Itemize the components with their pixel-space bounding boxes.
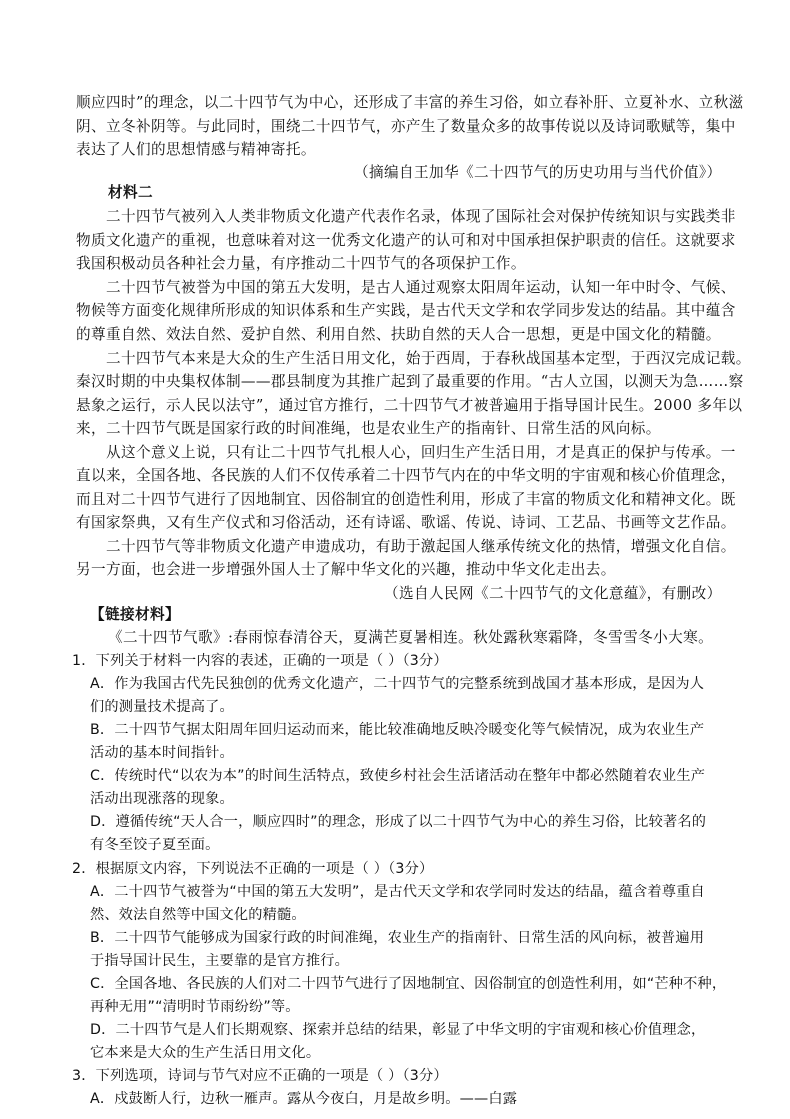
material2-line: 我国积极动员各种社会力量，有序推动二十四节气的各项保护工作。 (76, 255, 526, 272)
link-material-heading: 【链接材料】 (90, 606, 180, 623)
question-2-stem: 2．根据原文内容，下列说法不正确的一项是（ ）（3分） (72, 861, 434, 877)
q2-option-b: B．二十四节气能够成为国家行政的时间准绳，农业生产的指南针、日常生活的风向标，被普遍用 (90, 930, 705, 946)
intro-line: 阴、立冬补阴等。与此同时，围绕二十四节气，亦产生了数量众多的故事传说以及诗词歌赋等，集中 (76, 118, 736, 135)
link-material-text: 《二十四节气歌》:春雨惊春清谷天，夏满芒夏暑相连。秋处露秋寒霜降，冬雪雪冬小大寒。 (108, 629, 714, 646)
material2-line: 二十四节气等非物质文化遗产申遗成功，有助于激起国人继承传统文化的热情，增强文化自信。 (106, 538, 736, 555)
q1-option-b: 活动的基本时间指针。 (90, 745, 234, 761)
material2-line: 物质文化遗产的重视，也意味着对这一优秀文化遗产的认可和对中国承担保护职责的信任。这就要求 (76, 232, 736, 249)
material2-line: 有国家祭典，又有生产仪式和习俗活动，还有诗谣、歌谣、传说、诗词、工艺品、书画等文艺作品。 (76, 514, 736, 531)
q1-option-d: D．遵循传统“天人合一，顺应四时”的理念，形成了以二十四节气为中心的养生习俗，比较著名的 (90, 814, 707, 830)
material2-line: 秦汉时期的中央集权体制——郡县制度为其推广起到了最重要的作用。“古人立国，以测天为急……察 (76, 373, 744, 390)
material2-heading: 材料二 (108, 184, 153, 201)
material2-line: 而且对二十四节气进行了因地制宜、因俗制宜的创造性利用，形成了丰富的物质文化和精神文化。既 (76, 491, 736, 508)
source-citation-2: （选自人民网《二十四节气的文化意蕴》，有删改） (384, 585, 722, 602)
source-citation-1: （摘编自王加华《二十四节气的历史功用与当代价值》） (354, 164, 722, 181)
question-3-stem: 3．下列选项，诗词与节气对应不正确的一项是（ ）（3分） (72, 1068, 448, 1084)
q1-option-b: B．二十四节气据太阳周年回归运动而来，能比较准确地反映冷暖变化等气候情况，成为农业生产 (90, 722, 705, 738)
q1-option-c: C．传统时代“以农为本”的时间生活特点，致使乡村社会生活诸活动在整年中都必然随着农业生产 (90, 768, 706, 784)
material2-line: 二十四节气被誉为中国的第五大发明，是古人通过观察太阳周年运动，认知一年中时令、气候、 (106, 279, 736, 296)
material2-line: 另一方面，也会进一步增强外国人士了解中华文化的兴趣，推动中华文化走出去。 (76, 561, 616, 578)
q2-option-c: C．全国各地、各民族的人们对二十四节气进行了因地制宜、因俗制宜的创造性利用，如“芒种不种， (90, 976, 727, 992)
material2-line: 悬象之运行，示人民以法守”，通过官方推行，二十四节气才被普遍用于指导国计民生。2000 多年以 (76, 397, 743, 414)
question-1-stem: 1．下列关于材料一内容的表述，正确的一项是（ ）（3分） (72, 653, 448, 669)
q2-option-c: 再种无用”“清明时节雨纷纷”等。 (90, 999, 300, 1015)
q1-option-a: A．作为我国古代先民独创的优秀文化遗产，二十四节气的完整系统到战国才基本形成，是因为人 (90, 676, 705, 692)
intro-line: 顺应四时”的理念，以二十四节气为中心，还形成了丰富的养生习俗，如立春补肝、立夏补水、立秋滋 (76, 94, 744, 111)
material2-line: 的尊重自然、效法自然、爱护自然、利用自然、扶助自然的天人合一思想，更是中国文化的精髓。 (76, 326, 721, 343)
q1-option-d: 有冬至饺子夏至面。 (90, 837, 220, 853)
material2-line: 物候等方面变化规律所形成的知识体系和生产实践，是古代天文学和农学同步发达的结晶。其中蕴含 (76, 302, 736, 319)
q2-option-b: 于指导国计民生，主要靠的是官方推行。 (90, 953, 349, 969)
q2-option-d: 它本来是大众的生产生活日用文化。 (90, 1045, 321, 1061)
material2-line: 二十四节气被列入人类非物质文化遗产代表作名录，体现了国际社会对保护传统知识与实践类非 (106, 208, 736, 225)
q1-option-a: 们的测量技术提高了。 (90, 699, 234, 715)
intro-line: 表达了人们的思想情感与精神寄托。 (76, 141, 316, 158)
q2-option-d: D．二十四节气是人们长期观察、探索并总结的结果，彰显了中华文明的宇宙观和核心价值理念， (90, 1022, 706, 1038)
q2-option-a: 然、效法自然等中国文化的精髓。 (90, 907, 306, 923)
q2-option-a: A．二十四节气被誉为“中国的第五大发明”，是古代天文学和农学同时发达的结晶，蕴含着尊重自 (90, 884, 705, 900)
material2-line: 从这个意义上说，只有让二十四节气扎根人心，回归生产生活日用，才是真正的保护与传承。一 (106, 444, 736, 461)
material2-line: 二十四节气本来是大众的生产生活日用文化，始于西周，于春秋战国基本定型，于西汉完成记载。 (106, 350, 751, 367)
q1-option-c: 活动出现涨落的现象。 (90, 791, 234, 807)
material2-line: 直以来，全国各地、各民族的人们不仅传承着二十四节气内在的中华文明的宇宙观和核心价值理念， (76, 467, 736, 484)
q3-option-a: A．戍鼓断人行，边秋一雁声。露从今夜白，月是故乡明。——白露 (90, 1091, 518, 1107)
material2-line: 来，二十四节气既是国家行政的时间准绳，也是农业生产的指南针、日常生活的风向标。 (76, 420, 661, 437)
